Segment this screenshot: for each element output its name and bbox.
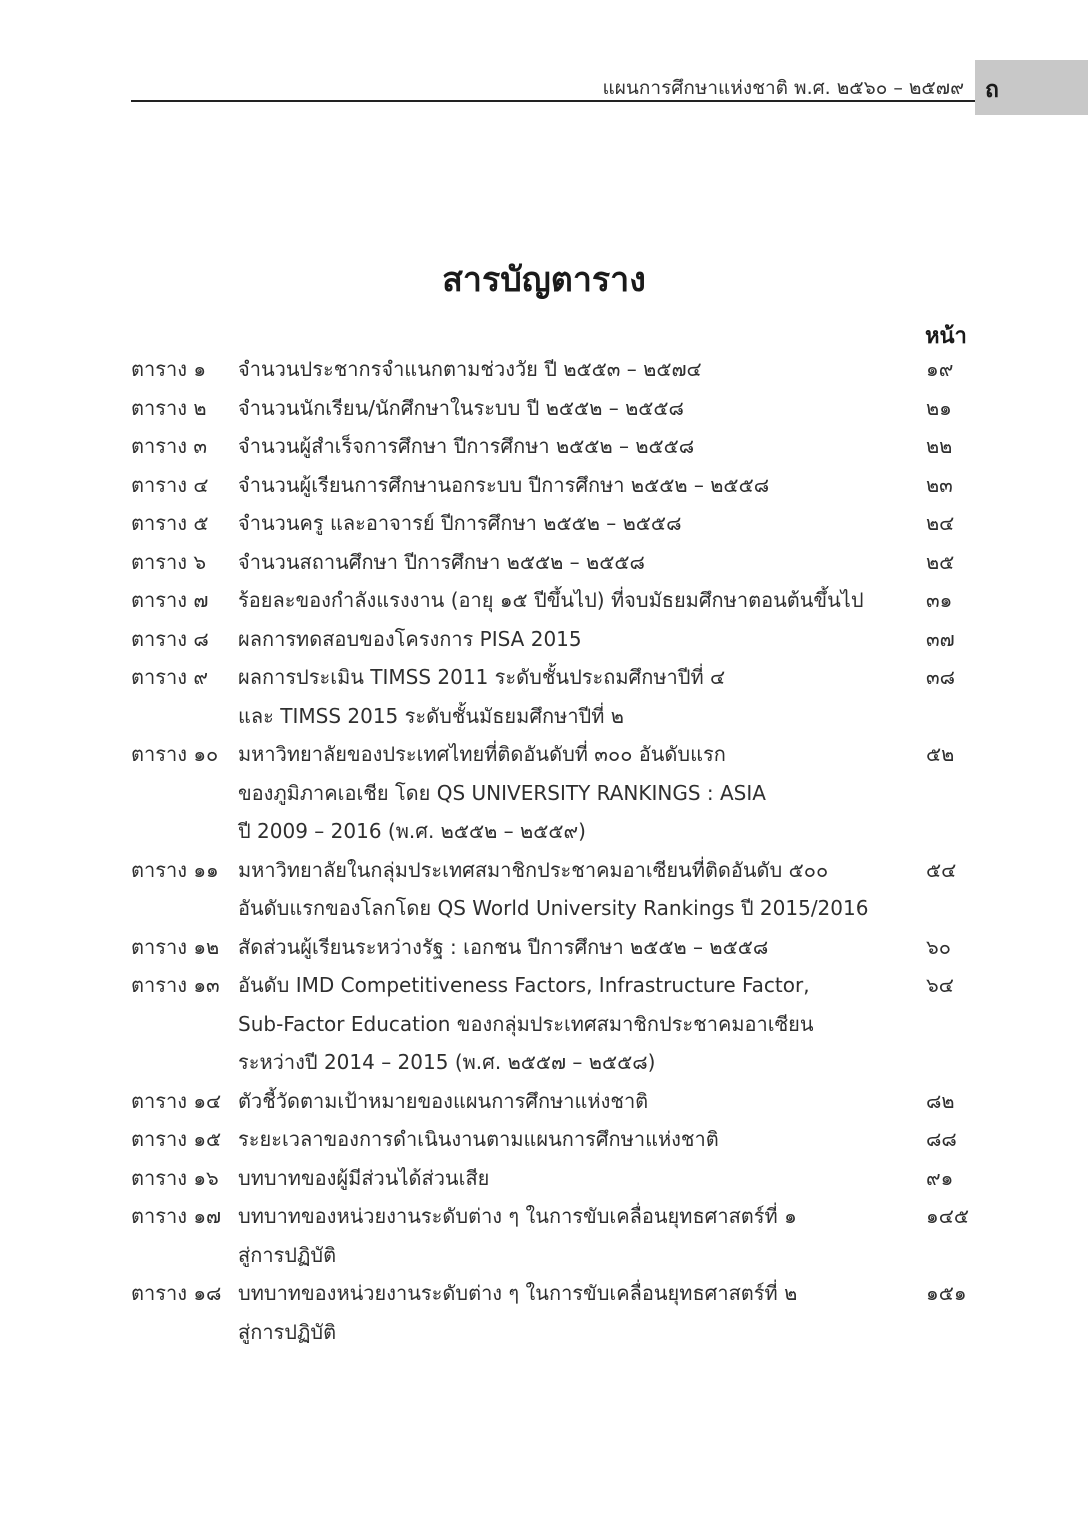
toc-entry-line: จำนวนนักเรียน/นักศึกษาในระบบ ปี ๒๕๕๒ – ๒๕๕๘ bbox=[238, 395, 684, 420]
page-title: สารบัญตาราง bbox=[442, 260, 646, 300]
toc-entry-line: อันดับ IMD Competitiveness Factors, Infrastructure Factor, bbox=[238, 973, 810, 997]
toc-entry[interactable] bbox=[131, 543, 981, 582]
toc-entry-label: ตาราง ๖ bbox=[131, 549, 207, 574]
toc-entry[interactable] bbox=[131, 389, 981, 428]
toc-entry-line: บทบาทของหน่วยงานระดับต่าง ๆ ในการขับเคลื่อนยุทธศาสตร์ที่ ๑ bbox=[238, 1204, 797, 1228]
toc-entry-description bbox=[238, 658, 898, 735]
toc-entry-description bbox=[238, 851, 898, 928]
toc-entry[interactable] bbox=[131, 1159, 981, 1198]
toc-entry-line: มหาวิทยาลัยในกลุ่มประเทศสมาชิกประชาคมอาเซียนที่ติดอันดับ ๕๐๐ bbox=[238, 857, 829, 882]
toc-entry-line: จำนวนสถานศึกษา ปีการศึกษา ๒๕๕๒ – ๒๕๕๘ bbox=[238, 549, 645, 574]
toc-entry-label: ตาราง ๘ bbox=[131, 626, 209, 651]
toc-entry-line: จำนวนผู้เรียนการศึกษานอกระบบ ปีการศึกษา ๒๕๕๒ – ๒๕๕๘ bbox=[238, 472, 770, 497]
toc-entry-page-number: ๙๑ bbox=[926, 1165, 954, 1190]
toc-entry-description bbox=[238, 1197, 898, 1274]
toc-entry-label: ตาราง ๑๒ bbox=[131, 934, 220, 959]
page-column-header: หน้า bbox=[925, 324, 967, 349]
toc-entry[interactable] bbox=[131, 1082, 981, 1121]
toc-entry[interactable] bbox=[131, 735, 981, 851]
toc-entry-label: ตาราง ๑๗ bbox=[131, 1204, 222, 1228]
toc-entry-line: สู่การปฏิบัติ bbox=[238, 1242, 337, 1267]
page-marker-tab bbox=[975, 60, 1088, 115]
toc-entry-line: จำนวนประชากรจำแนกตามช่วงวัย ปี ๒๕๕๓ – ๒๕๗๔ bbox=[238, 357, 702, 381]
toc-entry-line: จำนวนผู้สำเร็จการศึกษา ปีการศึกษา ๒๕๕๒ – ๒๕๕๘ bbox=[238, 434, 695, 458]
toc-entry-line: สัดส่วนผู้เรียนระหว่างรัฐ : เอกชน ปีการศึกษา ๒๕๕๒ – ๒๕๕๘ bbox=[238, 934, 769, 959]
toc-entry-page-number: ๖๔ bbox=[926, 973, 954, 997]
toc-entry-description bbox=[238, 620, 898, 659]
toc-entry-page-number: ๒๔ bbox=[926, 511, 955, 535]
toc-entry-label: ตาราง ๙ bbox=[131, 665, 208, 689]
page-header bbox=[131, 60, 976, 102]
toc-entry-page-number: ๑๔๕ bbox=[926, 1204, 969, 1228]
toc-entry-description bbox=[238, 350, 898, 389]
toc-entry-page-number: ๕๒ bbox=[926, 742, 955, 766]
toc-entry[interactable] bbox=[131, 1197, 981, 1274]
toc-entry[interactable] bbox=[131, 658, 981, 735]
toc-entry[interactable] bbox=[131, 851, 981, 928]
toc-entry-page-number: ๕๔ bbox=[926, 857, 957, 882]
toc-entry-page-number: ๑๕๑ bbox=[926, 1281, 967, 1305]
toc-entry-label: ตาราง ๔ bbox=[131, 472, 209, 497]
toc-entry-line: จำนวนครู และอาจารย์ ปีการศึกษา ๒๕๕๒ – ๒๕๕๘ bbox=[238, 511, 682, 535]
toc-entry[interactable] bbox=[131, 620, 981, 659]
toc-entry[interactable] bbox=[131, 466, 981, 505]
toc-entry-page-number: ๖๐ bbox=[926, 934, 951, 959]
toc-entry-page-number: ๓๘ bbox=[926, 665, 956, 689]
toc-entry-line: ตัวชี้วัดตามเป้าหมายของแผนการศึกษาแห่งชาติ bbox=[238, 1088, 649, 1113]
toc-entry-line: สู่การปฏิบัติ bbox=[238, 1319, 337, 1344]
toc-entry-line: อันดับแรกของโลกโดย QS World University Rankings ปี 2015/2016 bbox=[238, 896, 869, 920]
toc-entry-description bbox=[238, 427, 898, 466]
toc-entry-line: ผลการประเมิน TIMSS 2011 ระดับชั้นประถมศึกษาปีที่ ๔ bbox=[238, 665, 726, 689]
toc-entry-description bbox=[238, 735, 898, 851]
table-of-tables bbox=[131, 350, 981, 1351]
toc-entry-page-number: ๒๓ bbox=[926, 472, 953, 497]
toc-entry-label: ตาราง ๑๔ bbox=[131, 1088, 222, 1113]
toc-entry-description bbox=[238, 928, 898, 967]
toc-entry-line: ระหว่างปี 2014 – 2015 (พ.ศ. ๒๕๕๗ – ๒๕๕๘) bbox=[238, 1050, 656, 1074]
toc-entry-line: ผลการทดสอบของโครงการ PISA 2015 bbox=[238, 626, 582, 651]
toc-entry-line: ระยะเวลาของการดำเนินงานตามแผนการศึกษาแห่งชาติ bbox=[238, 1127, 719, 1151]
toc-entry-label: ตาราง ๑๑ bbox=[131, 857, 219, 882]
toc-entry-page-number: ๒๑ bbox=[926, 395, 952, 420]
toc-entry-label: ตาราง ๗ bbox=[131, 588, 209, 612]
toc-entry-description bbox=[238, 1120, 898, 1159]
toc-entry[interactable] bbox=[131, 504, 981, 543]
toc-entry-line: ปี 2009 – 2016 (พ.ศ. ๒๕๕๒ – ๒๕๕๙) bbox=[238, 819, 586, 843]
toc-entry-line: มหาวิทยาลัยของประเทศไทยที่ติดอันดับที่ ๓๐๐ อันดับแรก bbox=[238, 742, 726, 766]
toc-entry-label: ตาราง ๑๐ bbox=[131, 742, 219, 766]
toc-entry-label: ตาราง ๒ bbox=[131, 395, 207, 420]
header-title: แผนการศึกษาแห่งชาติ พ.ศ. ๒๕๖๐ – ๒๕๗๙ bbox=[602, 77, 964, 99]
toc-entry[interactable] bbox=[131, 1120, 981, 1159]
toc-entry-label: ตาราง ๑๖ bbox=[131, 1165, 219, 1190]
toc-entry-label: ตาราง ๓ bbox=[131, 434, 207, 458]
toc-entry[interactable] bbox=[131, 928, 981, 967]
toc-entry-label: ตาราง ๑๓ bbox=[131, 973, 220, 997]
toc-entry-page-number: ๓๑ bbox=[926, 588, 953, 612]
toc-entry-page-number: ๘๘ bbox=[926, 1127, 957, 1151]
toc-entry-line: ของภูมิภาคเอเชีย โดย QS UNIVERSITY RANKINGS : ASIA bbox=[238, 780, 766, 805]
toc-entry-description bbox=[238, 543, 898, 582]
toc-entry-page-number: ๓๗ bbox=[926, 626, 955, 651]
toc-entry-page-number: ๘๒ bbox=[926, 1088, 955, 1113]
toc-entry-description bbox=[238, 966, 898, 1082]
toc-entry-description bbox=[238, 466, 898, 505]
toc-entry-label: ตาราง ๕ bbox=[131, 511, 209, 535]
toc-entry-label: ตาราง ๑๘ bbox=[131, 1281, 222, 1305]
toc-entry-line: Sub-Factor Education ของกลุ่มประเทศสมาชิกประชาคมอาเซียน bbox=[238, 1011, 814, 1036]
toc-entry[interactable] bbox=[131, 1274, 981, 1351]
toc-entry[interactable] bbox=[131, 427, 981, 466]
toc-entry-description bbox=[238, 1274, 898, 1351]
toc-entry-line: ร้อยละของกำลังแรงงาน (อายุ ๑๕ ปีขึ้นไป) ที่จบมัธยมศึกษาตอนต้นขึ้นไป bbox=[238, 588, 864, 612]
toc-entry-description bbox=[238, 389, 898, 428]
toc-entry-page-number: ๒๒ bbox=[926, 434, 953, 458]
toc-entry-description bbox=[238, 1082, 898, 1121]
toc-entry-line: บทบาทของผู้มีส่วนได้ส่วนเสีย bbox=[238, 1165, 490, 1190]
toc-entry[interactable] bbox=[131, 581, 981, 620]
toc-entry[interactable] bbox=[131, 350, 981, 389]
page-marker: ถ bbox=[985, 77, 999, 103]
toc-entry-page-number: ๑๙ bbox=[926, 357, 954, 381]
toc-entry[interactable] bbox=[131, 966, 981, 1082]
toc-entry-line: และ TIMSS 2015 ระดับชั้นมัธยมศึกษาปีที่ ๒ bbox=[238, 703, 624, 728]
toc-entry-page-number: ๒๕ bbox=[926, 549, 955, 574]
toc-entry-description bbox=[238, 1159, 898, 1198]
toc-entry-description bbox=[238, 581, 898, 620]
toc-entry-label: ตาราง ๑๕ bbox=[131, 1127, 222, 1151]
toc-entry-label: ตาราง ๑ bbox=[131, 357, 207, 381]
toc-entry-line: บทบาทของหน่วยงานระดับต่าง ๆ ในการขับเคลื่อนยุทธศาสตร์ที่ ๒ bbox=[238, 1281, 798, 1305]
toc-entry-description bbox=[238, 504, 898, 543]
